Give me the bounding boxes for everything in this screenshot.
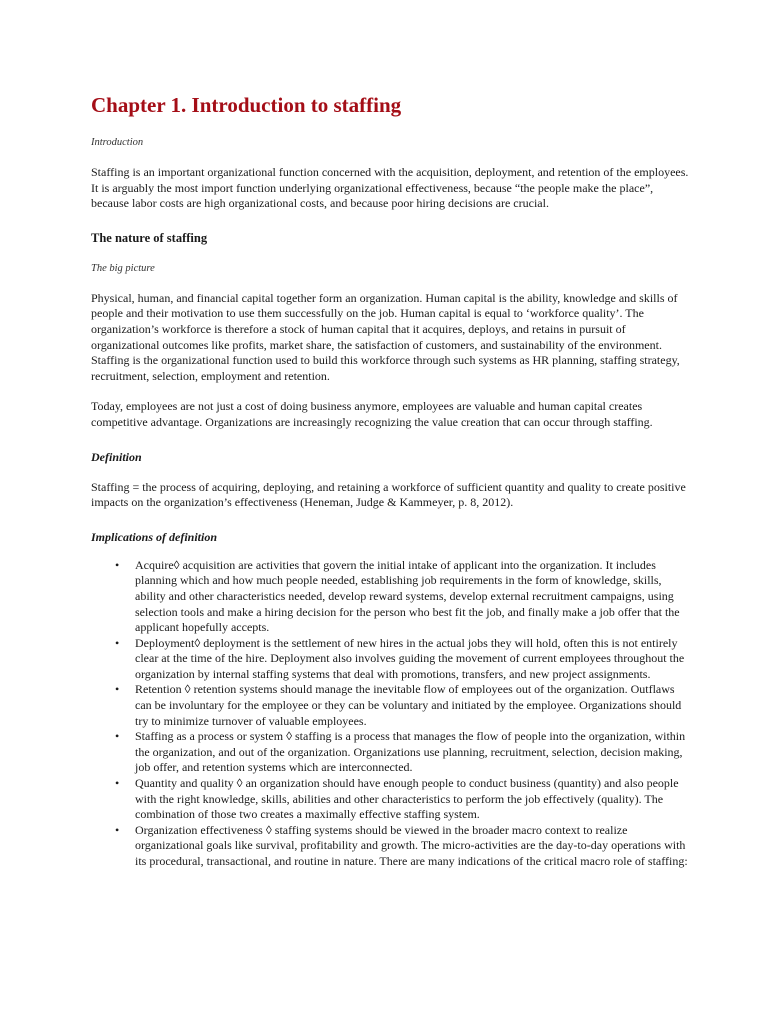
implications-list bbox=[91, 558, 691, 870]
list-item-text: Quantity and quality ◊ an organization should have enough people to conduct business (quantity) and also people with the right knowledge, skills, abilities and other characteristics to perform the job effectively (quality). The combination of those two creates a maximally effective staffing system. bbox=[135, 776, 679, 822]
list-item-text: Acquire◊ acquisition are activities that govern the initial intake of applicant into the organization. It includes planning which and how much people needed, establishing job requirements in the form of knowledge, skills, ability and other characteristics needed, develop reward systems, develop external recruitment campaigns, using selection tools and make a hiring decision for the person who best fit the job, and finally make a job offer that the applicant hopefully accepts. bbox=[135, 557, 680, 635]
list-item-text: Deployment◊ deployment is the settlement of new hires in the actual jobs they will hold, often this is not entirely clear at the time of the hire. Deployment also involves guiding the movement of current employees throughout the organization by internal staffing systems that deal with promotions, transfers, and new project assignments. bbox=[135, 635, 685, 681]
definition-heading: Definition bbox=[91, 449, 142, 464]
list-item-text: Retention ◊ retention systems should manage the inevitable flow of employees out of the organization. Outflaws can be involuntary for the employee or they can be voluntary and initiated by the employee. Organizations should try to minimize turnover of valuable employees. bbox=[135, 682, 682, 728]
list-item bbox=[115, 636, 691, 683]
big-picture-label: The big picture bbox=[91, 262, 155, 274]
document-page bbox=[91, 90, 691, 870]
list-item-text: Staffing as a process or system ◊ staffing is a process that manages the flow of people into the organization, within the organization, and out of the organization. Organizations use planning, recruitment, selection, decision making, job offer, and retention systems which are interconnected. bbox=[135, 729, 686, 775]
list-item-text: Organization effectiveness ◊ staffing systems should be viewed in the broader macro context to realize organizational goals like survival, profitability and growth. The micro-activities are the day-to-day operations with its procedural, transactional, and routine in nature. There are many indications of the critical macro role of staffing: bbox=[135, 822, 688, 868]
list-item bbox=[115, 729, 691, 776]
introduction-label: Introduction bbox=[91, 137, 144, 148]
nature-of-staffing-heading: The nature of staffing bbox=[91, 230, 208, 245]
list-item bbox=[115, 776, 691, 823]
bullet-icon: • bbox=[115, 729, 120, 744]
bullet-icon: • bbox=[115, 776, 120, 791]
list-item bbox=[115, 558, 691, 636]
chapter-title: Chapter 1. Introduction to staffing bbox=[91, 93, 402, 117]
bullet-icon: • bbox=[115, 635, 120, 650]
definition-paragraph: Staffing = the process of acquiring, deploying, and retaining a workforce of sufficient quantity and quality to create positive impacts on the organization’s effectiveness (Heneman, Judge & Kammeyer, p. 8, 2012). bbox=[91, 479, 686, 510]
bullet-icon: • bbox=[115, 682, 120, 697]
implications-heading: Implications of definition bbox=[91, 529, 218, 544]
bullet-icon: • bbox=[115, 822, 120, 837]
big-picture-paragraph-2: Today, employees are not just a cost of doing business anymore, employees are valuable and human capital creates competitive advantage. Organizations are increasingly recognizing the value creation that can occur through staffing. bbox=[91, 399, 653, 429]
big-picture-paragraph-1: Physical, human, and financial capital together form an organization. Human capital is the ability, knowledge and skills of people and their motivation to use them successfully on the job. Human capital is equal to ‘workforce quality’. The organization’s workforce is therefore a stock of human capital that it acquires, deploys, and retains in pursuit of organizational outcomes like profits, market share, the satisfaction of customers, and sustainability of the environment. Staffing is the organizational function used to build this workforce through such systems as HR planning, staffing strategy, recruitment, selection, employment and retention. bbox=[91, 290, 680, 383]
introduction-paragraph: Staffing is an important organizational function concerned with the acquisition, deployment, and retention of the employees. It is arguably the most import function underlying organizational effectiveness, because “the people make the place”, because labor costs are high organizational costs, and because poor hiring decisions are crucial. bbox=[91, 165, 689, 211]
list-item bbox=[115, 823, 691, 870]
bullet-icon: • bbox=[115, 557, 120, 572]
list-item bbox=[115, 682, 691, 729]
